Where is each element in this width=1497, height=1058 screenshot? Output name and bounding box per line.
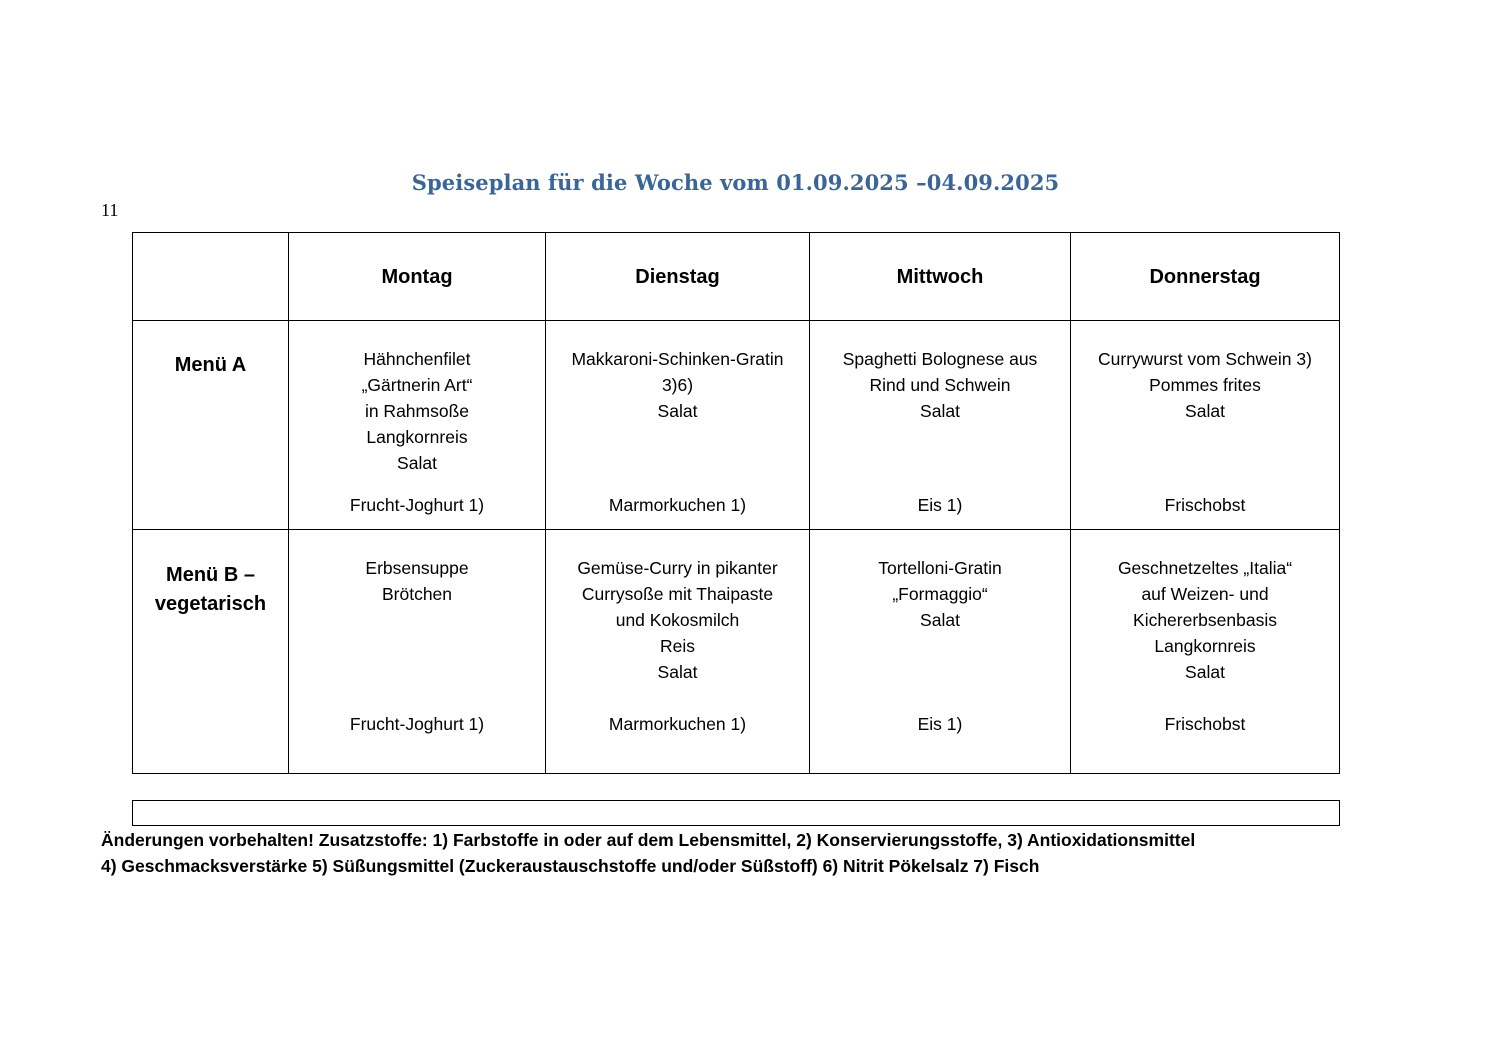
dish-line: Hähnchenfilet (363, 349, 471, 369)
page-title: Speiseplan für die Woche vom 01.09.2025 –04.09.2025 (411, 170, 1060, 195)
dish-line: Makkaroni-Schinken-Gratin (571, 349, 784, 369)
page-number: 11 (101, 200, 119, 220)
dessert: Eis 1) (917, 714, 963, 734)
dish-cell (810, 530, 1071, 774)
dish-line: Pommes frites (1149, 375, 1261, 395)
dessert: Frucht-Joghurt 1) (349, 495, 485, 515)
footer-notes (101, 827, 1195, 879)
menu-table (132, 232, 1340, 774)
dish-line: Currywurst vom Schwein 3) (1098, 349, 1312, 369)
dish-line: auf Weizen- und (1141, 584, 1269, 604)
dessert: Eis 1) (917, 495, 963, 515)
dessert: Marmorkuchen 1) (608, 495, 747, 515)
footer-line: 4) Geschmacksverstärke 5) Süßungsmittel (Zuckeraustauschstoffe und/oder Süßstoff) 6) Nitrit Pökelsalz 7) Fisch (101, 856, 1040, 876)
dish-line: Rind und Schwein (869, 375, 1011, 395)
dish-line: Langkornreis (1154, 636, 1256, 656)
dish-line: Spaghetti Bolognese aus (842, 349, 1038, 369)
day-header-tuesday: Dienstag (546, 233, 810, 321)
dish-line: Currysoße mit Thaipaste (581, 584, 774, 604)
dish-line: „Formaggio“ (892, 584, 988, 604)
dish-line: Langkornreis (366, 427, 468, 447)
dish-line: Reis (659, 636, 695, 656)
dessert: Frischobst (1164, 714, 1246, 734)
dish-cell (546, 530, 810, 774)
table-row (133, 321, 1340, 530)
footer-line: Änderungen vorbehalten! Zusatzstoffe: 1) Farbstoffe in oder auf dem Lebensmittel, 2) Konservierungsstoffe, 3) Antioxidationsmittel (101, 830, 1196, 850)
empty-note-box (132, 800, 1340, 826)
dish-cell (810, 321, 1071, 530)
corner-cell (133, 233, 289, 321)
dish-line: Salat (657, 662, 698, 682)
header-row (133, 233, 1340, 321)
menu-label: Menü B – (166, 564, 255, 586)
day-header-wednesday: Mittwoch (810, 233, 1071, 321)
dish-line: und Kokosmilch (615, 610, 740, 630)
dessert: Frucht-Joghurt 1) (349, 714, 485, 734)
day-header-thursday: Donnerstag (1071, 233, 1340, 321)
dish-cell (289, 321, 546, 530)
dish-line: Kichererbsenbasis (1133, 610, 1277, 630)
dessert: Marmorkuchen 1) (608, 714, 747, 734)
menu-label: Menü A (174, 354, 247, 376)
day-header-monday: Montag (289, 233, 546, 321)
menu-label-cell (133, 321, 289, 530)
dish-line: Gemüse-Curry in pikanter (577, 558, 778, 578)
dish-line: Salat (1185, 401, 1225, 421)
dish-line: Salat (657, 401, 698, 421)
dish-line: Geschnetzeltes „Italia“ (1117, 558, 1293, 578)
dish-line: Tortelloni-Gratin (878, 558, 1002, 578)
dish-line: Salat (920, 610, 960, 630)
dish-cell (1071, 321, 1340, 530)
dish-line: Brötchen (381, 584, 453, 604)
menu-label: vegetarisch (154, 593, 267, 615)
dish-line: in Rahmsoße (364, 401, 470, 421)
dish-line: 3)6) (661, 375, 694, 395)
dish-line: Salat (397, 453, 437, 473)
dish-line: Erbsensuppe (365, 558, 469, 578)
menu-label-cell (133, 530, 289, 774)
dessert: Frischobst (1164, 495, 1246, 515)
dish-line: Salat (1185, 662, 1225, 682)
dish-cell (546, 321, 810, 530)
dish-line: „Gärtnerin Art“ (361, 375, 473, 395)
dish-cell (289, 530, 546, 774)
dish-line: Salat (920, 401, 960, 421)
table-row (133, 530, 1340, 774)
dish-cell (1071, 530, 1340, 774)
